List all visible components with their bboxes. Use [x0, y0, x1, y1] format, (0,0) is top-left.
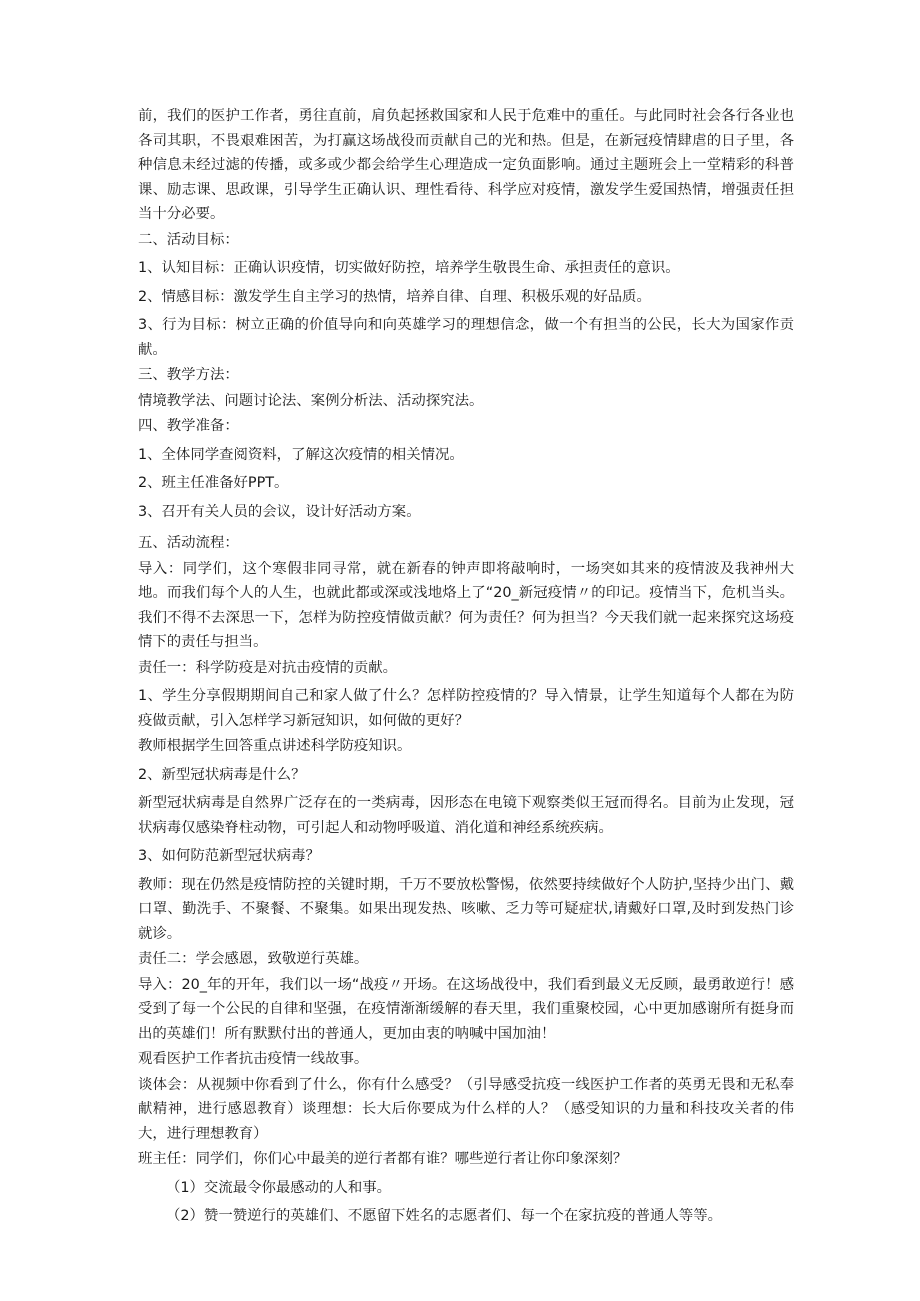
methods-text: 情境教学法、问题讨论法、案例分析法、活动探究法。 — [138, 392, 484, 409]
responsibility-two-intro: 导入：20_年的开年，我们以一场“战疫〃开场。在这场战役中，我们看到最义无反顾，最勇敢逆行！感受到了每一个公民的自律和坚强，在疫情渐渐缓解的春天里，我们重聚校园，心中更加感谢所有挺身而出的英雄们！所有默默付出的普通人，更加由衷的呐喊中国加油！ — [138, 976, 794, 1042]
process-intro: 导入：同学们，这个寒假非同寻常，就在新春的钟声即将敲响时，一场突如其来的疫情波及我神州大地。而我们每个人的人生，也就此都或深或浅地烙上了“20_新冠疫情〃的印记。疫情当下，危机当头。我们不得不去深思一下，怎样为防控疫情做贡献？何为责任？何为担当？今天我们就一起来探究这场疫情下的责任与担当。 — [138, 560, 794, 650]
teacher-note: 教师根据学生回答重点讲述科学防疫知识。 — [138, 738, 412, 754]
intro-paragraph: 前，我们的医护工作者，勇往直前，肩负起拯救国家和人民于危难中的重任。与此同时社会各行各业也各司其职，不畏艰难困苦，为打赢这场战役而贡献自己的光和热。但是，在新冠疫情肆虐的日子里，各种信息未经过滤的传播，或多或少都会给学生心理造成一定负面影响。通过主题班会上一堂精彩的科普课、励志课、思政课，引导学生正确认识、理性看待、科学应对疫情，激发学生爱国热情，增强责任担当十分必要。 — [138, 108, 794, 222]
responsibility-one-item-1: 1、学生分享假期期间自己和家人做了什么？怎样防控疫情的？导入情景，让学生知道每个人都在为防疫做贡献，引入怎样学习新冠知识，如何做的更好？ — [138, 688, 794, 729]
section-heading-preparation: 四、教学准备： — [138, 418, 239, 434]
section-heading-process: 五、活动流程： — [138, 535, 239, 551]
activity-item-2: （2）赞一赞逆行的英雄们、不愿留下姓名的志愿者们、每一个在家抗疫的普通人等等。 — [166, 1208, 723, 1224]
document-page — [138, 104, 794, 1229]
section-heading-goals: 二、活动目标： — [138, 231, 239, 248]
watch-story: 观看医护工作者抗击疫情一线故事。 — [138, 1051, 369, 1067]
prevention-advice: 教师：现在仍然是疫情防控的关键时期，千万不要放松警惕，依然要持续做好个人防护,坚持少出门、戴口罩、勤洗手、不聚餐、不聚集。如果出现发热、咳嗽、乏力等可疑症状,请戴好口罩,及时到发热门诊就诊。 — [138, 876, 794, 942]
preparation-item-2: 2、班主任准备好PPT。 — [138, 475, 289, 491]
goal-emotional: 2、情感目标：激发学生自主学习的热情，培养自律、自理、积极乐观的好品质。 — [138, 288, 651, 305]
responsibility-one-item-2: 2、新型冠状病毒是什么？ — [138, 766, 306, 783]
preparation-item-3: 3、召开有关人员的会议，设计好活动方案。 — [138, 503, 421, 520]
activity-item-1: （1）交流最令你最感动的人和事。 — [166, 1179, 392, 1196]
preparation-item-1: 1、全体同学查阅资料，了解这次疫情的相关情况。 — [138, 446, 464, 463]
responsibility-one-heading: 责任一：科学防疫是对抗击疫情的贡献。 — [138, 659, 398, 676]
head-teacher-question: 班主任：同学们，你们心中最美的逆行者都有谁？哪些逆行者让你印象深刻？ — [138, 1151, 628, 1167]
reflection-prompt: 谈体会：从视频中你看到了什么，你有什么感受？（引导感受抗疫一线医护工作者的英勇无畏和无私奉献精神，进行感恩教育）谈理想：长大后你要成为什么样的人？（感受知识的力量和科技攻关者的伟大，进行理想教育） — [138, 1076, 794, 1142]
goal-cognitive: 1、认知目标：正确认识疫情，切实做好防控，培养学生敬畏生命、承担责任的意识。 — [138, 260, 680, 276]
responsibility-two-heading: 责任二：学会感恩，致敬逆行英雄。 — [138, 951, 369, 967]
goal-behavioral: 3、行为目标：树立正确的价值导向和向英雄学习的理想信念，做一个有担当的公民，长大为国家作贡献。 — [138, 317, 794, 358]
section-heading-methods: 三、教学方法： — [138, 367, 239, 383]
virus-description: 新型冠状病毒是自然界广泛存在的一类病毒，因形态在电镜下观察类似王冠而得名。目前为止发现，冠状病毒仅感染脊柱动物，可引起人和动物呼吸道、消化道和神经系统疾病。 — [138, 795, 794, 836]
responsibility-one-item-3: 3、如何防范新型冠状病毒？ — [138, 848, 320, 864]
